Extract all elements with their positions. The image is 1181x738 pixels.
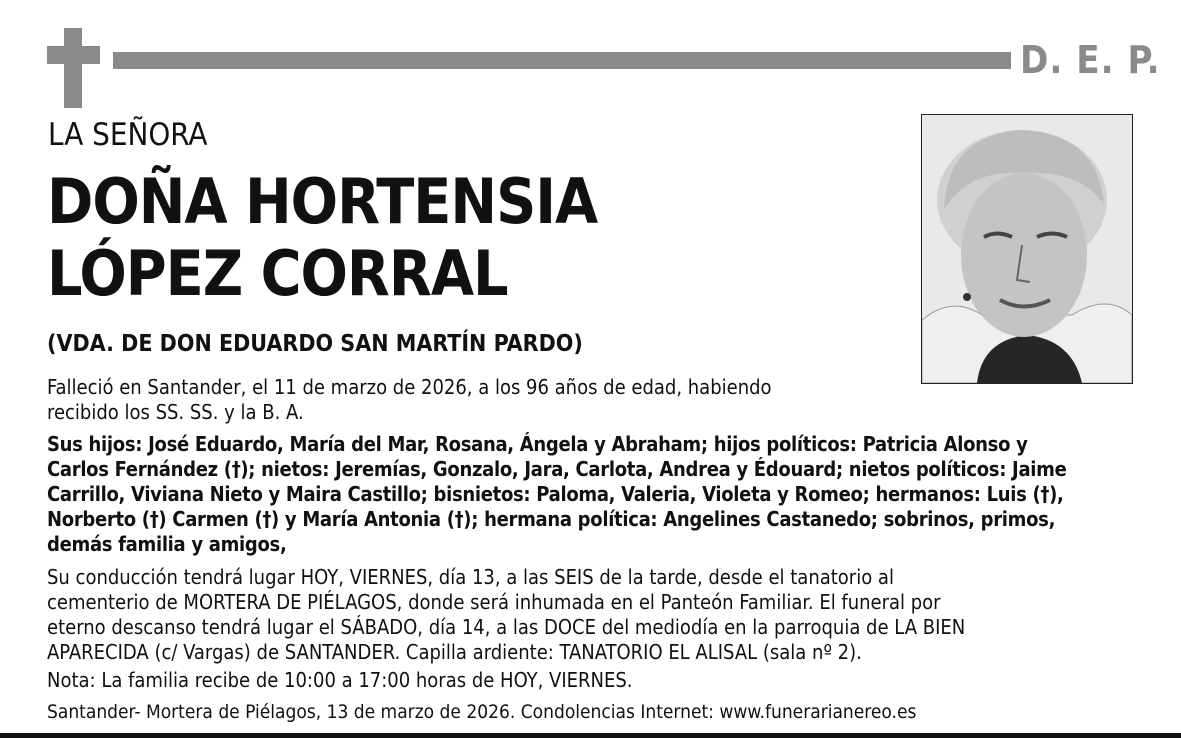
condolences-link[interactable]: Condolencias Internet: www.funerarianereo.es — [520, 701, 917, 723]
portrait-photo — [921, 114, 1133, 384]
widow-of: (VDA. DE DON EDUARDO SAN MARTÍN PARDO) — [47, 331, 583, 357]
text-line: Norberto (†) Carmen (†) y María Antonia (†); hermana política: Angelines Castanedo; sobrinos, primos, — [47, 507, 1056, 531]
dep-label: D. E. P. — [1020, 38, 1161, 82]
family-note: Nota: La familia recibe de 10:00 a 17:00 horas de HOY, VIERNES. — [47, 668, 633, 692]
header-rule — [113, 52, 1011, 69]
text-line: recibido los SS. SS. y la B. A. — [47, 400, 304, 424]
death-notice — [47, 375, 772, 425]
cross-icon-horizontal — [47, 46, 100, 64]
family-list — [47, 432, 1067, 557]
text-line: Carrillo, Viviana Nieto y Maira Castillo; bisnietos: Paloma, Valeria, Violeta y Romeo; hermanos: Luis (†), — [47, 482, 1064, 506]
text-line: demás familia y amigos, — [47, 532, 287, 556]
name-line-2: LÓPEZ CORRAL — [47, 237, 508, 310]
honorific: LA SEÑORA — [48, 117, 208, 153]
funeral-arrangements — [47, 565, 965, 665]
name-line-1: DOÑA HORTENSIA — [47, 165, 598, 238]
text-line: Su conducción tendrá lugar HOY, VIERNES, día 13, a las SEIS de la tarde, desde el tanatorio al — [47, 565, 894, 589]
cross-icon-vertical — [64, 28, 82, 108]
text-line: Carlos Fernández (†); nietos: Jeremías, Gonzalo, Jara, Carlota, Andrea y Édouard; nietos políticos: Jaime — [47, 457, 1067, 481]
text-line: eterno descanso tendrá lugar el SÁBADO, día 14, a las DOCE del mediodía en la parroquia de LA BIEN — [47, 615, 966, 639]
footer — [47, 701, 916, 723]
text-line: cementerio de MORTERA DE PIÉLAGOS, donde será inhumada en el Panteón Familiar. El funeral por — [47, 590, 941, 614]
text-line: Sus hijos: José Eduardo, María del Mar, Rosana, Ángela y Abraham; hijos políticos: Patricia Alonso y — [47, 432, 1028, 456]
text-line: Falleció en Santander, el 11 de marzo de 2026, a los 96 años de edad, habiendo — [47, 375, 772, 399]
deceased-name — [47, 166, 597, 310]
text-line: APARECIDA (c/ Vargas) de SANTANDER. Capilla ardiente: TANATORIO EL ALISAL (sala nº 2). — [47, 640, 862, 664]
place-date: Santander- Mortera de Piélagos, 13 de marzo de 2026. — [47, 701, 516, 723]
